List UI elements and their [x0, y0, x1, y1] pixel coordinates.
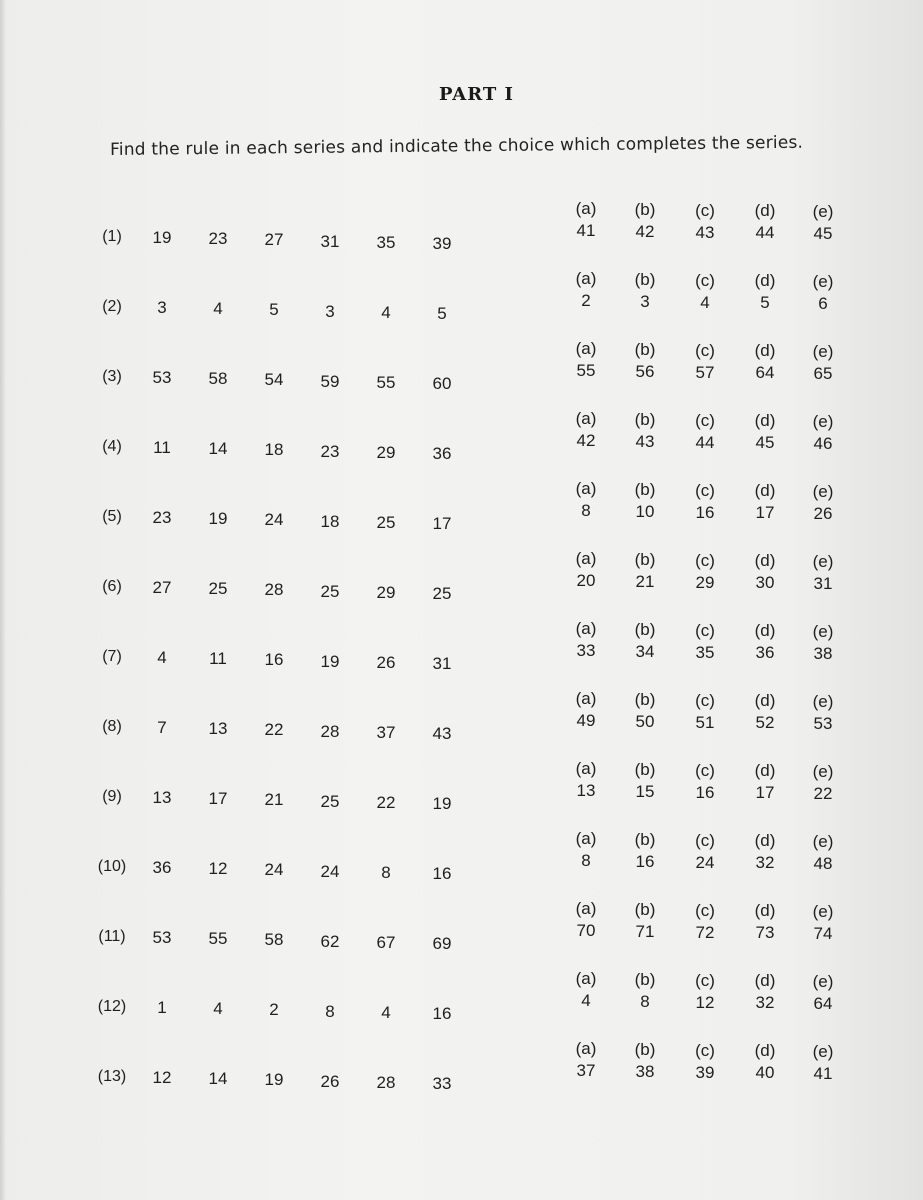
answer-choice[interactable]: [563, 1038, 609, 1082]
choice-letter: (d): [754, 901, 776, 921]
series-number: 5: [269, 300, 279, 320]
choice-value: 44: [695, 432, 715, 452]
choice-letter: (c): [695, 480, 715, 500]
choice-value: 17: [755, 503, 775, 523]
choice-value: 22: [813, 784, 833, 804]
question-number: (4): [102, 438, 122, 455]
series-number: 12: [208, 859, 228, 879]
choice-value: 56: [635, 361, 655, 381]
series-number: 29: [376, 582, 396, 602]
choice-value: 37: [576, 1061, 596, 1080]
series-number: 18: [320, 511, 340, 531]
answer-choice[interactable]: [563, 828, 609, 872]
answer-choice[interactable]: [622, 1039, 668, 1083]
choice-letter: (e): [812, 692, 834, 712]
answer-choice[interactable]: [563, 618, 609, 662]
series-number: 24: [320, 861, 340, 881]
answer-choice[interactable]: [622, 899, 668, 943]
choice-value: 45: [755, 433, 775, 453]
series-number: 16: [432, 1004, 452, 1023]
question-number: (3): [102, 368, 122, 385]
choice-value: 50: [635, 711, 655, 731]
series-number: 12: [152, 1068, 172, 1087]
choice-value: 17: [755, 783, 775, 803]
answer-choice[interactable]: [682, 690, 728, 734]
answer-choice[interactable]: [800, 691, 846, 735]
choice-letter: (a): [575, 759, 597, 778]
series-number: 58: [264, 930, 284, 950]
series-number: 17: [208, 789, 228, 809]
series-number: 3: [325, 301, 335, 321]
answer-choice[interactable]: [682, 1040, 728, 1084]
choice-letter: (e): [812, 482, 834, 502]
question-number: (11): [98, 928, 126, 945]
series-number: 11: [153, 438, 171, 457]
series-number: 58: [208, 369, 228, 389]
choice-value: 43: [695, 222, 715, 242]
answer-choice[interactable]: [800, 761, 846, 805]
choice-letter: (d): [754, 481, 776, 501]
series-number: 23: [320, 441, 340, 461]
choice-letter: (c): [695, 1040, 715, 1060]
choice-value: 42: [576, 431, 596, 450]
series-number: 19: [152, 228, 172, 247]
series-number: 23: [208, 229, 228, 249]
series-number: 4: [381, 302, 391, 322]
choice-letter: (a): [575, 689, 597, 708]
choice-value: 16: [635, 851, 655, 871]
choice-letter: (e): [812, 412, 834, 432]
series-number: 28: [320, 721, 340, 741]
choice-value: 48: [813, 854, 833, 874]
answer-choice[interactable]: [563, 268, 609, 312]
series-number: 22: [264, 720, 284, 740]
choice-letter: (c): [695, 970, 715, 990]
series-number: 13: [208, 719, 228, 739]
series-number: 28: [376, 1072, 396, 1092]
choice-letter: (b): [634, 759, 656, 779]
choice-value: 41: [576, 221, 596, 240]
choice-letter: (b): [634, 969, 656, 989]
answer-choice[interactable]: [622, 759, 668, 803]
answer-choice[interactable]: [682, 200, 728, 244]
series-number: 19: [432, 794, 452, 813]
choice-value: 21: [635, 571, 655, 591]
series-number: 4: [157, 648, 167, 667]
choice-value: 32: [755, 993, 775, 1013]
choice-letter: (a): [575, 619, 597, 638]
answer-choice[interactable]: [622, 619, 668, 663]
choice-letter: (d): [754, 271, 776, 291]
choice-value: 3: [640, 291, 650, 311]
question-number: (6): [102, 578, 122, 595]
choice-value: 72: [695, 922, 715, 942]
choice-value: 20: [576, 571, 596, 590]
series-number: 55: [376, 372, 396, 392]
answer-choice[interactable]: [742, 830, 788, 874]
answer-choice[interactable]: [682, 480, 728, 524]
choice-letter: (c): [695, 830, 715, 850]
answer-choice[interactable]: [622, 969, 668, 1013]
series-number: 5: [437, 304, 447, 323]
choice-letter: (c): [695, 340, 715, 360]
series-number: 25: [376, 512, 396, 532]
question-row: [0, 1039, 923, 1128]
choice-letter: (d): [754, 691, 776, 711]
series-number: 36: [152, 858, 172, 877]
question-number: (13): [97, 1068, 127, 1085]
choice-letter: (e): [812, 342, 834, 362]
answer-choice[interactable]: [800, 481, 846, 525]
choice-value: 51: [695, 712, 715, 732]
choice-letter: (d): [754, 621, 776, 641]
answer-choice[interactable]: [742, 340, 788, 384]
series-number: 8: [325, 1001, 335, 1021]
series-number: 24: [264, 860, 284, 880]
choice-value: 35: [695, 642, 715, 662]
choice-value: 8: [581, 851, 591, 870]
series-number: 53: [152, 368, 172, 387]
choice-value: 70: [576, 921, 596, 940]
choice-letter: (b): [634, 1039, 656, 1059]
answer-choice[interactable]: [563, 408, 609, 452]
series-number: 4: [213, 999, 223, 1019]
choice-value: 34: [635, 641, 655, 661]
choice-value: 10: [635, 501, 655, 521]
series-number: 16: [432, 864, 452, 883]
choice-letter: (d): [754, 201, 776, 221]
series-number: 3: [157, 298, 167, 317]
answer-choice[interactable]: [622, 829, 668, 873]
choice-letter: (e): [812, 552, 834, 572]
choice-value: 44: [755, 223, 775, 243]
answer-choice[interactable]: [682, 410, 728, 454]
answer-choice[interactable]: [622, 409, 668, 453]
choice-letter: (b): [634, 619, 656, 639]
choice-value: 16: [695, 502, 715, 522]
choice-letter: (b): [634, 549, 656, 569]
series-number: 28: [264, 580, 284, 600]
answer-choice[interactable]: [563, 338, 609, 382]
answer-choice[interactable]: [682, 270, 728, 314]
series-number: 4: [213, 299, 223, 319]
question-number: (10): [97, 858, 127, 875]
answer-choice[interactable]: [622, 269, 668, 313]
answer-choice[interactable]: [622, 549, 668, 593]
series-number: 11: [209, 649, 227, 669]
answer-choice[interactable]: [742, 270, 788, 314]
choice-value: 4: [700, 292, 710, 312]
answer-choice[interactable]: [800, 341, 846, 385]
answer-choice[interactable]: [563, 898, 609, 942]
answer-choice[interactable]: [742, 200, 788, 244]
answer-choice[interactable]: [742, 970, 788, 1014]
answer-choice[interactable]: [682, 550, 728, 594]
answer-choice[interactable]: [563, 758, 609, 802]
choice-value: 30: [755, 573, 775, 593]
choice-value: 42: [635, 221, 655, 241]
series-number: 18: [264, 440, 284, 460]
choice-value: 43: [635, 431, 655, 451]
choice-letter: (b): [634, 199, 656, 219]
choice-letter: (d): [754, 761, 776, 781]
choice-value: 53: [813, 714, 833, 734]
series-number: 8: [381, 862, 391, 882]
series-number: 29: [376, 442, 396, 462]
answer-choice[interactable]: [742, 900, 788, 944]
answer-choice[interactable]: [682, 830, 728, 874]
series-number: 14: [208, 439, 228, 459]
choice-value: 31: [813, 574, 833, 594]
series-number: 25: [208, 579, 228, 599]
choice-value: 12: [695, 992, 715, 1012]
question-number: (7): [102, 648, 122, 665]
answer-choice[interactable]: [682, 620, 728, 664]
series-number: 55: [208, 929, 228, 949]
series-number: 37: [376, 722, 396, 742]
series-number: 27: [152, 578, 172, 597]
choice-letter: (e): [812, 272, 834, 292]
choice-value: 16: [695, 782, 715, 802]
answer-choice[interactable]: [622, 479, 668, 523]
choice-letter: (c): [695, 410, 715, 430]
series-number: 69: [432, 934, 452, 953]
answer-choice[interactable]: [682, 760, 728, 804]
choice-value: 71: [635, 921, 655, 941]
choice-letter: (a): [575, 829, 597, 848]
choice-letter: (c): [695, 200, 715, 220]
answer-choice[interactable]: [622, 689, 668, 733]
choice-letter: (d): [754, 411, 776, 431]
answer-choice[interactable]: [800, 411, 846, 455]
question-number: (8): [102, 718, 122, 735]
question-number: (1): [102, 228, 122, 245]
series-number: 19: [320, 651, 340, 671]
answer-choice[interactable]: [563, 198, 609, 242]
answer-choice[interactable]: [800, 271, 846, 315]
choice-value: 33: [576, 641, 596, 660]
question-number: (12): [97, 998, 127, 1015]
question-number: (5): [102, 508, 122, 525]
instructions-text: Find the rule in each series and indicate the choice which completes the series.: [110, 132, 804, 160]
choice-value: 6: [818, 294, 828, 314]
choice-value: 40: [755, 1063, 775, 1083]
choice-letter: (e): [812, 902, 834, 922]
choice-letter: (b): [634, 899, 656, 919]
series-number: 23: [152, 508, 172, 527]
choice-value: 26: [813, 504, 833, 524]
choice-letter: (b): [634, 339, 656, 359]
series-number: 67: [376, 932, 396, 952]
series-number: 26: [376, 652, 396, 672]
choice-letter: (d): [754, 1041, 776, 1061]
answer-choice[interactable]: [800, 1041, 846, 1085]
answer-choice[interactable]: [563, 968, 609, 1012]
choice-value: 5: [760, 293, 770, 313]
series-number: 24: [264, 510, 284, 530]
choice-value: 41: [813, 1064, 833, 1084]
answer-choice[interactable]: [800, 551, 846, 595]
question-number: (2): [102, 298, 122, 315]
choice-letter: (c): [695, 760, 715, 780]
choice-value: 64: [813, 994, 833, 1014]
answer-choice[interactable]: [563, 688, 609, 732]
answer-choice[interactable]: [742, 620, 788, 664]
series-number: 25: [432, 584, 452, 603]
series-number: 21: [264, 790, 284, 810]
choice-letter: (e): [812, 832, 834, 852]
answer-choice[interactable]: [682, 970, 728, 1014]
choice-value: 38: [813, 644, 833, 664]
series-number: 60: [432, 374, 452, 393]
series-number: 36: [432, 444, 452, 463]
choice-letter: (c): [695, 690, 715, 710]
series-number: 14: [208, 1069, 228, 1089]
answer-choice[interactable]: [800, 201, 846, 245]
choice-letter: (a): [575, 269, 597, 288]
choice-letter: (e): [812, 622, 834, 642]
choice-value: 55: [576, 361, 596, 380]
choice-value: 49: [576, 711, 596, 730]
choice-letter: (a): [575, 549, 597, 568]
choice-value: 2: [581, 291, 591, 310]
answer-choice[interactable]: [682, 340, 728, 384]
question-number: (9): [102, 788, 122, 805]
choice-letter: (c): [695, 270, 715, 290]
choice-letter: (d): [754, 971, 776, 991]
series-number: 16: [264, 650, 284, 670]
choice-value: 32: [755, 853, 775, 873]
choice-letter: (c): [695, 550, 715, 570]
choice-letter: (a): [575, 409, 597, 428]
answer-choice[interactable]: [742, 550, 788, 594]
choice-value: 65: [813, 364, 833, 384]
series-number: 19: [208, 509, 228, 529]
series-number: 53: [152, 928, 172, 947]
series-number: 43: [432, 724, 452, 743]
choice-value: 29: [695, 572, 715, 592]
choice-letter: (b): [634, 689, 656, 709]
series-number: 31: [432, 654, 452, 673]
choice-value: 24: [695, 852, 715, 872]
answer-choice[interactable]: [742, 480, 788, 524]
choice-letter: (b): [634, 829, 656, 849]
choice-value: 64: [755, 363, 775, 383]
series-number: 19: [264, 1070, 284, 1090]
choice-letter: (a): [575, 199, 597, 218]
choice-value: 46: [813, 434, 833, 454]
choice-letter: (c): [695, 900, 715, 920]
choice-letter: (e): [812, 762, 834, 782]
series-number: 4: [381, 1002, 391, 1022]
choice-value: 4: [581, 991, 591, 1010]
choice-value: 57: [695, 362, 715, 382]
choice-letter: (b): [634, 479, 656, 499]
choice-value: 8: [640, 991, 650, 1011]
series-number: 25: [320, 791, 340, 811]
choice-value: 13: [576, 781, 596, 800]
choice-value: 15: [635, 781, 655, 801]
choice-value: 39: [695, 1062, 715, 1082]
answer-choice[interactable]: [800, 831, 846, 875]
choice-letter: (d): [754, 341, 776, 361]
answer-choice[interactable]: [622, 199, 668, 243]
series-number: 2: [269, 1000, 279, 1020]
answer-choice[interactable]: [800, 901, 846, 945]
choice-value: 45: [813, 224, 833, 244]
choice-letter: (a): [575, 339, 597, 358]
answer-choice[interactable]: [742, 690, 788, 734]
choice-letter: (a): [575, 1039, 597, 1058]
answer-choice[interactable]: [563, 548, 609, 592]
choice-value: 52: [755, 713, 775, 733]
series-number: 33: [432, 1074, 452, 1093]
choice-value: 73: [755, 923, 775, 943]
choice-letter: (c): [695, 620, 715, 640]
choice-letter: (a): [575, 479, 597, 498]
choice-letter: (d): [754, 831, 776, 851]
series-number: 39: [432, 234, 452, 253]
choice-value: 38: [635, 1061, 655, 1081]
answer-choice[interactable]: [742, 760, 788, 804]
choice-letter: (e): [812, 972, 834, 992]
answer-choice[interactable]: [742, 1040, 788, 1084]
answer-choice[interactable]: [800, 621, 846, 665]
series-number: 31: [320, 231, 340, 251]
series-number: 1: [157, 998, 167, 1017]
answer-choice[interactable]: [682, 900, 728, 944]
choice-value: 74: [813, 924, 833, 944]
choice-value: 8: [581, 501, 591, 520]
page-title: PART I: [439, 84, 514, 105]
choice-letter: (b): [634, 409, 656, 429]
choice-letter: (a): [575, 969, 597, 988]
series-number: 13: [152, 788, 172, 807]
series-number: 62: [320, 931, 340, 951]
choice-letter: (d): [754, 551, 776, 571]
series-number: 25: [320, 581, 340, 601]
choice-letter: (a): [575, 899, 597, 918]
series-number: 17: [432, 514, 452, 533]
answer-choice[interactable]: [622, 339, 668, 383]
series-number: 35: [376, 232, 396, 252]
choice-letter: (e): [812, 1042, 834, 1062]
choice-letter: (e): [812, 202, 834, 222]
series-number: 27: [264, 230, 284, 250]
series-number: 7: [157, 718, 167, 737]
answer-choice[interactable]: [563, 478, 609, 522]
choice-letter: (b): [634, 269, 656, 289]
series-number: 22: [376, 792, 396, 812]
answer-choice[interactable]: [800, 971, 846, 1015]
series-number: 54: [264, 370, 284, 390]
series-number: 26: [320, 1071, 340, 1091]
choice-value: 36: [755, 643, 775, 663]
answer-choice[interactable]: [742, 410, 788, 454]
series-number: 59: [320, 371, 340, 391]
